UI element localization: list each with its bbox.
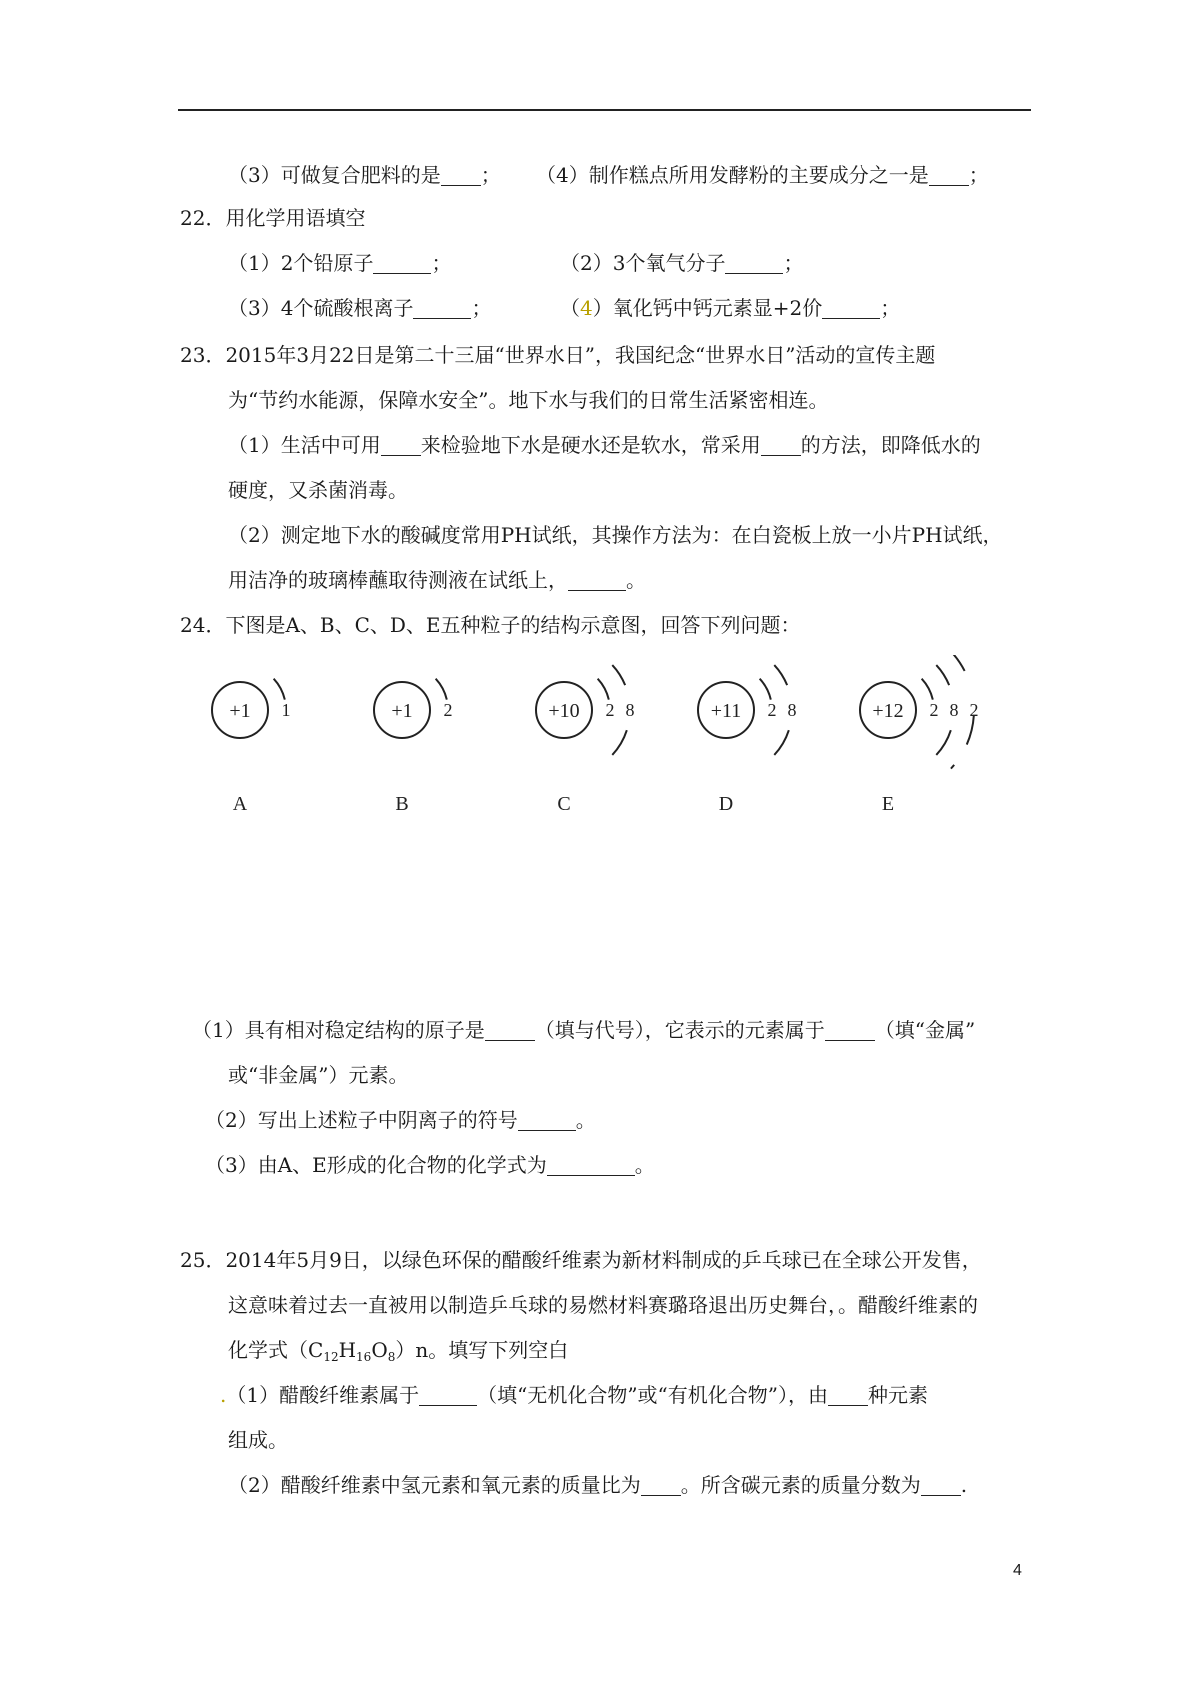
shell-electron-count: 2 (969, 700, 979, 720)
q24-part2: （2）写出上述粒子中阴离子的符号 。 (205, 1108, 596, 1132)
nucleus-charge: +11 (710, 700, 742, 722)
q25-part2: （2）醋酸纤维素中氢元素和氧元素的质量比为 。所含碳元素的质量分数为 . (228, 1473, 968, 1497)
nucleus-charge: +10 (548, 700, 580, 722)
shell-electron-count: 2 (767, 700, 777, 720)
q25-part1: .（1）醋酸纤维素属于 （填“无机化合物”或“有机化合物”），由 种元素 (220, 1383, 928, 1407)
shell-electron-count: 2 (443, 700, 453, 720)
particle-B (374, 679, 453, 815)
q25-formula-line: 化学式$(C_{12}H_{16}O_8)n$。填写下列空白 (228, 1338, 569, 1364)
q22-title: 22．用化学用语填空 (180, 206, 366, 230)
q22-item2: （2）3个氧气分子 ； (560, 251, 804, 275)
shell-electron-count: 8 (787, 700, 797, 720)
q25-line2: 这意味着过去一直被用以制造乒乓球的易燃材料赛璐珞退出历史舞台，。醋酸纤维素的 (228, 1293, 978, 1317)
shell-electron-count: 8 (949, 700, 959, 720)
nucleus-charge: +1 (229, 700, 251, 722)
shell-electron-count: 8 (625, 700, 635, 720)
particle-C (536, 665, 635, 815)
q24-title: 24．下图是A、B、C、D、E五种粒子的结构示意图，回答下列问题： (180, 613, 801, 637)
q25-line1: 25．2014年5月9日，以绿色环保的醋酸纤维素为新材料制成的乒乓球已在全球公开发售， (180, 1248, 982, 1272)
q23-part1-line2: 硬度，又杀菌消毒。 (228, 478, 408, 502)
nucleus-charge: +1 (391, 700, 413, 722)
q22-item1: （1）2个铅原子 ； (228, 251, 452, 275)
particle-label: E (881, 793, 895, 815)
q23-part1: （1）生活中可用 来检验地下水是硬水还是软水，常采用 的方法，即降低水的 (228, 433, 981, 457)
q25-part1-line2: 组成。 (228, 1428, 288, 1452)
q23-line1: 23．2015年3月22日是第二十三届“世界水日”，我国纪念“世界水日”活动的宣传主题 (180, 343, 936, 367)
particle-structure-diagram (200, 655, 980, 835)
q23-part2-line2: 用洁净的玻璃棒蘸取待测液在试纸上， 。 (228, 568, 646, 592)
q23-line2: 为“节约水能源，保障水安全”。地下水与我们的日常生活紧密相连。 (228, 388, 829, 412)
stray-mark: 4 (580, 296, 593, 320)
page-number: 4 (1013, 1562, 1022, 1579)
q22-item3: （3）4个硫酸根离子 ； (228, 296, 492, 320)
particle-A (212, 679, 291, 815)
q21-item4: （4）制作糕点所用发酵粉的主要成分之一是 ； (536, 163, 989, 187)
particle-label: C (557, 793, 571, 815)
q24-part3: （3）由A、E形成的化合物的化学式为 。 (205, 1153, 655, 1177)
particle-label: B (395, 793, 409, 815)
particle-D (698, 665, 797, 815)
q24-part1-line2: 或“非金属”）元素。 (228, 1063, 409, 1087)
header-rule (178, 109, 1031, 111)
particle-label: D (718, 793, 734, 815)
particle-E (860, 655, 979, 815)
q23-part2-line1: （2）测定地下水的酸碱度常用PH试纸，其操作方法为：在白瓷板上放一小片PH试纸， (228, 523, 1003, 547)
nucleus-charge: +12 (872, 700, 904, 722)
shell-electron-count: 2 (605, 700, 615, 720)
stray-mark: . (220, 1383, 227, 1407)
q24-part1: （1）具有相对稳定结构的原子是 （填与代号），它表示的元素属于 （填“金属” (192, 1018, 976, 1042)
shell-electron-count: 2 (929, 700, 939, 720)
q21-item3: （3）可做复合肥料的是 ； (228, 163, 501, 187)
shell-electron-count: 1 (281, 700, 291, 720)
particle-label: A (232, 793, 248, 815)
q22-item4: （4）氧化钙中钙元素显+2价 ； (560, 296, 901, 320)
